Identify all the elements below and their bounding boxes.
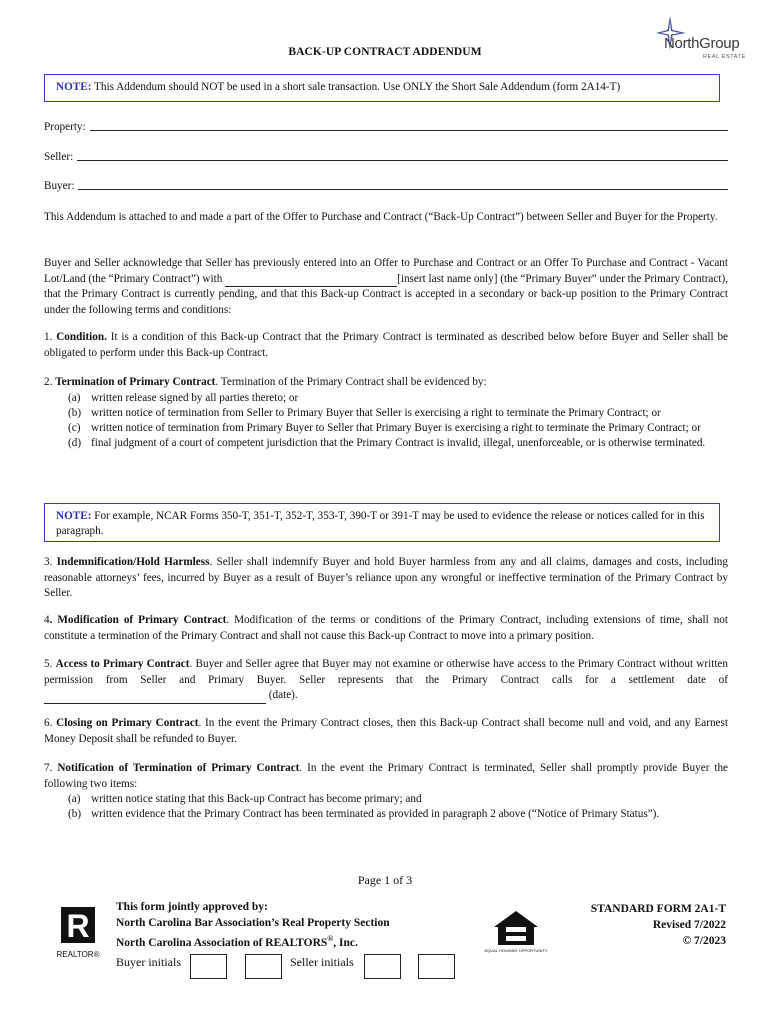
seller-initials-label: Seller initials [290, 955, 354, 969]
primary-buyer-name-blank[interactable] [225, 274, 397, 287]
buyer-input-line[interactable] [78, 188, 728, 190]
section-heading: Indemnification/Hold Harmless [56, 556, 210, 568]
section-6-closing [44, 716, 728, 747]
item-text: written notice stating that this Back-up Contract has become primary; and [91, 793, 422, 805]
section-3-indemnification [44, 555, 728, 602]
property-input-line[interactable] [90, 129, 728, 131]
realtor-wordmark: REALTOR® [56, 950, 100, 959]
section-number: 4 [44, 614, 50, 626]
section-heading: Closing on Primary Contract [56, 717, 199, 729]
registered-mark: ® [327, 934, 334, 943]
approval-line-1: This form jointly approved by: [116, 901, 268, 913]
approval-block [116, 899, 390, 951]
form-identifier [591, 901, 726, 949]
buyer-initials-box-2[interactable] [245, 954, 282, 979]
section-text: It is a condition of this Back-up Contract that the Primary Contract is terminated as described below before Buyer and Seller shall be obligated to perform under this Back-up Contract. [44, 331, 728, 359]
section-text: . Buyer and Seller agree that Buyer may not examine or otherwise have access to the Primary Contract without written permission from Seller and Primary Buyer. Seller represents that the Primary Contract calls for a settlement date of [44, 658, 728, 686]
seller-field [44, 151, 728, 163]
approval-line-2: North Carolina Bar Association’s Real Property Section [116, 917, 390, 929]
seller-label: Seller: [44, 151, 74, 163]
buyer-initials-box-1[interactable] [190, 954, 227, 979]
section-text: . Modification of the terms or conditions of the Primary Contract, including extensions of time, shall not constitute a termination of the Primary Contract and shall not cause this Back-up Contract to move into a primary position. [44, 614, 728, 642]
item-text: written release signed by all parties thereto; or [91, 391, 299, 404]
logo-subtitle: REAL ESTATE [703, 54, 746, 60]
equal-housing-logo [484, 907, 548, 957]
section-text: . Termination of the Primary Contract shall be evidenced by: [215, 376, 487, 388]
notification-items-list [44, 792, 728, 822]
buyer-field [44, 180, 728, 192]
section-number: 5. [44, 658, 56, 670]
section-number: 1. [44, 331, 57, 343]
section-text-end: (date). [266, 689, 298, 701]
section-text: . In the event the Primary Contract is terminated, Seller shall promptly provide Buyer the following two items: [44, 762, 729, 790]
form-copyright: © 7/2023 [682, 935, 726, 947]
item-marker: (a) [68, 391, 81, 404]
section-number: 2. [44, 376, 56, 388]
section-number: 3. [44, 556, 57, 568]
section-heading: Condition. [56, 331, 107, 343]
list-item [44, 406, 728, 421]
section-4-modification [44, 613, 728, 644]
settlement-date-blank[interactable] [44, 691, 266, 704]
section-text: . Seller shall indemnify Buyer and hold Buyer harmless from any and all claims, damages and costs, including reasonable attorneys’ fees, incurred by Buyer as a result of Buyer’s reliance upon any wrongful or ineffective termination of the Primary Contract by Seller. [44, 556, 728, 599]
section-1-condition [44, 330, 728, 361]
list-item [44, 807, 728, 822]
svg-text:R: R [66, 908, 90, 944]
buyer-initials-label: Buyer initials [116, 955, 181, 969]
realtor-r-icon [56, 905, 104, 960]
seller-input-line[interactable] [77, 159, 728, 161]
item-text: final judgment of a court of competent jurisdiction that the Primary Contract is invalid, illegal, unenforceable, or is otherwise terminated. [91, 436, 706, 449]
item-marker: (c) [68, 421, 81, 434]
item-marker: (b) [68, 406, 82, 419]
form-number: STANDARD FORM 2A1-T [590, 903, 726, 915]
section-number: 6. [44, 717, 57, 729]
approval-line-3 [116, 931, 390, 951]
page-number: Page 1 of 3 [357, 873, 413, 887]
note-text: For example, NCAR Forms 350-T, 351-T, 352-T, 353-T, 390-T or 391-T may be used to evidence the release or notices called for in this paragraph. [56, 510, 705, 537]
list-item [44, 391, 728, 406]
item-marker: (d) [68, 436, 82, 449]
section-heading: Access to Primary Contract [55, 658, 190, 670]
item-marker: (b) [68, 808, 82, 820]
approval-suffix: , Inc. [333, 936, 358, 949]
section-5-access [44, 657, 728, 704]
section-7-notification [44, 761, 728, 822]
equal-housing-icon [484, 907, 548, 957]
section-heading: . Modification of Primary Contract [49, 614, 227, 626]
short-sale-note [44, 74, 720, 102]
document-title: BACK-UP CONTRACT ADDENDUM [288, 46, 482, 58]
form-revised: Revised 7/2022 [652, 919, 726, 931]
item-marker: (a) [68, 793, 81, 805]
item-text: written evidence that the Primary Contract has been terminated as provided in paragraph 2 above (“Notice of Primary Status”). [91, 808, 660, 820]
realtor-logo [56, 905, 104, 960]
note-label: NOTE: [56, 510, 92, 522]
list-item [44, 421, 728, 436]
seller-initials-box-1[interactable] [364, 954, 401, 979]
section-heading: Termination of Primary Contract [55, 376, 216, 388]
termination-evidence-list [44, 391, 728, 451]
section-2-termination [44, 375, 728, 451]
buyer-label: Buyer: [44, 180, 75, 192]
ncar-forms-note [44, 503, 720, 542]
section-heading: Notification of Termination of Primary Contract [57, 762, 300, 774]
note-text: This Addendum should NOT be used in a short sale transaction. Use ONLY the Short Sale Addendum (form 2A14-T) [91, 81, 621, 93]
list-item [44, 436, 728, 451]
ack-text-after: [insert last name only] (the “Primary Buyer” under the Primary Contract), that the Primary Contract is currently pending, and that this Back-up Contract is accepted in a secondary or back-up position to the Primary Contract under the following terms and conditions: [44, 272, 728, 316]
note-label: NOTE: [56, 81, 92, 93]
intro-paragraph: This Addendum is attached to and made a part of the Offer to Purchase and Contract (“Back-Up Contract”) between Seller and Buyer for the Property. [44, 211, 718, 223]
seller-initials-box-2[interactable] [418, 954, 455, 979]
section-text: . In the event the Primary Contract closes, then this Back-up Contract shall become null and void, and any Earnest Money Deposit shall be refunded to Buyer. [44, 717, 728, 745]
eho-text: EQUAL HOUSING OPPORTUNITY [484, 948, 548, 953]
section-number: 7. [44, 762, 58, 774]
item-text: written notice of termination from Seller to Primary Buyer that Seller is exercising a right to terminate the Primary Contract; or [91, 406, 661, 419]
approval-org: North Carolina Association of REALTORS [116, 936, 328, 949]
acknowledgement-paragraph [44, 256, 728, 318]
item-text: written notice of termination from Primary Buyer to Seller that Primary Buyer is exercising a right to terminate the Primary Contract; or [91, 421, 701, 434]
property-label: Property: [44, 121, 86, 133]
ack-text-before: Buyer and Seller acknowledge that Seller has previously entered into an Offer to Purchase and Contract or an Offer To Purchase and Contract - Vacant Lot/Land (the “Primary Contract”) with [44, 257, 728, 285]
property-field [44, 121, 728, 133]
logo-name: NorthGroup [664, 35, 740, 52]
list-item [44, 792, 728, 807]
